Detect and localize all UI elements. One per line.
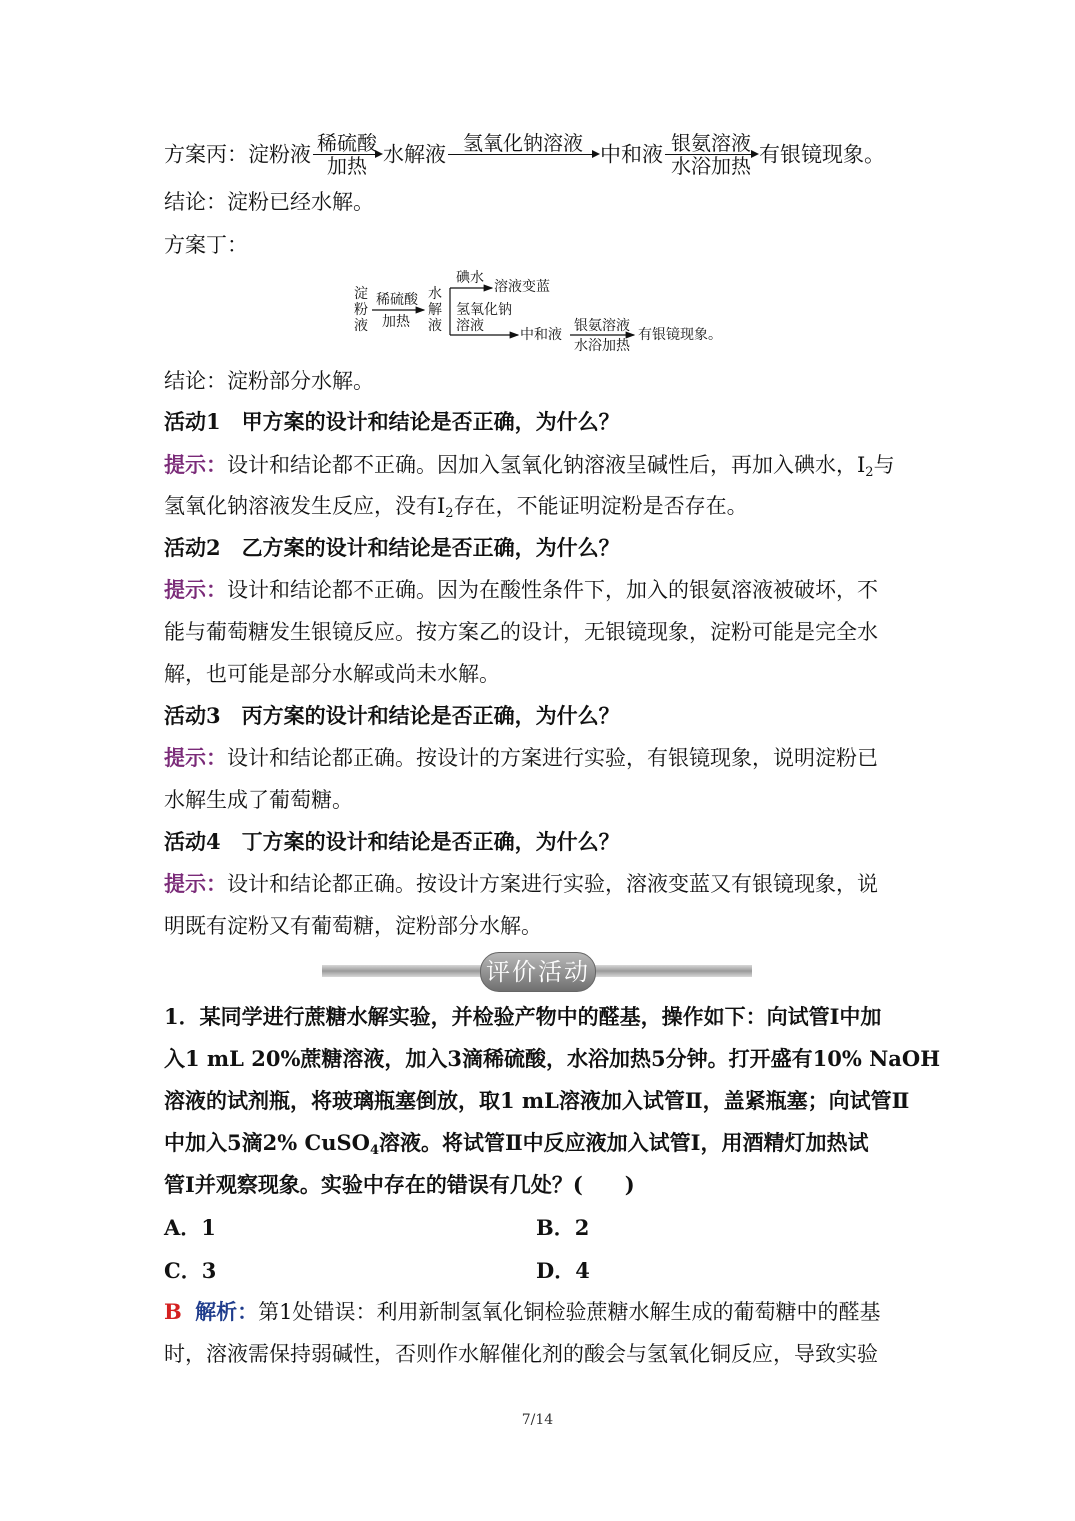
question-line-2: 入1 mL 20%蔗糖溶液，加入3滴稀硫酸，水浴加热5分钟。打开盛有10% NaOH [164, 1046, 941, 1071]
diagram-a1-top: 稀硫酸 [376, 292, 418, 308]
diagram-branch2-label2: 溶液 [456, 318, 484, 334]
conclusion-d: 结论：淀粉部分水解。 [164, 369, 374, 393]
activity-1-hint-line-2: 氢氧化钠溶液发生反应，没有$I_2$存在，不能证明淀粉是否存在。 [164, 494, 748, 521]
diagram-branch2-mid: 中和液 [520, 327, 562, 343]
option-a: A．1 [164, 1215, 216, 1240]
answer-line-2: 时，溶液需保持弱碱性，否则作水解催化剂的酸会与氢氧化铜反应，导致实验 [164, 1342, 878, 1366]
diagram-a1-bot: 加热 [382, 314, 410, 330]
scheme-c-arrow-2: 氢氧化钠溶液 [448, 132, 598, 177]
option-b: B．2 [536, 1215, 590, 1240]
question-line-4: 中加入5滴2% CuSO$_4$溶液。将试管Ⅱ中反应液加入试管Ⅰ，用酒精灯加热试 [164, 1130, 869, 1158]
scheme-c-mid2: 中和液 [600, 142, 663, 167]
scheme-d-diagram [350, 268, 730, 358]
diagram-start-2: 粉 [354, 302, 368, 318]
activity-1-question: 活动1 甲方案的设计和结论是否正确，为什么？ [164, 409, 620, 434]
activity-4-hint-line-2: 明既有淀粉又有葡萄糖，淀粉部分水解。 [164, 914, 542, 938]
question-line-3: 溶液的试剂瓶，将玻璃瓶塞倒放，取1 mL溶液加入试管Ⅱ，盖紧瓶塞；向试管Ⅱ [164, 1088, 910, 1113]
diagram-branch2-label1: 氢氧化钠 [456, 302, 512, 318]
diagram-a3-top: 银氨溶液 [574, 318, 630, 334]
option-c: C．3 [164, 1258, 217, 1283]
diagram-start-3: 液 [354, 318, 368, 334]
activity-3-hint-line-1: 提示：设计和结论都正确。按设计的方案进行实验，有银镜现象，说明淀粉已 [164, 745, 878, 770]
scheme-c-label: 方案丙： [164, 142, 248, 167]
answer-line-1: B 解析：第1处错误：利用新制氢氧化铜检验蔗糖水解生成的葡萄糖中的醛基 [164, 1299, 881, 1324]
scheme-c-arrow-3: 银氨溶液 水浴加热 [665, 132, 757, 177]
question-line-5: 管Ⅰ并观察现象。实验中存在的错误有几处？( ) [164, 1172, 635, 1197]
diagram-start-1: 淀 [354, 286, 368, 302]
answer-letter: B [164, 1299, 182, 1324]
scheme-d-label: 方案丁： [164, 233, 248, 257]
activity-2-question: 活动2 乙方案的设计和结论是否正确，为什么？ [164, 535, 620, 560]
hint-label: 提示： [164, 577, 227, 602]
page-number: 7/14 [521, 1412, 554, 1428]
activity-3-question: 活动3 丙方案的设计和结论是否正确，为什么？ [164, 703, 620, 728]
activity-2-hint-line-2: 能与葡萄糖发生银镜反应。按方案乙的设计，无银镜现象，淀粉可能是完全水 [164, 620, 878, 644]
diagram-branch1-end: 溶液变蓝 [494, 279, 550, 295]
scheme-c-arrow-1: 稀硫酸 加热 [313, 132, 381, 177]
diagram-a3-bot: 水浴加热 [574, 338, 630, 354]
activity-4-hint-line-1: 提示：设计和结论都正确。按设计方案进行实验，溶液变蓝又有银镜现象，说 [164, 871, 878, 896]
activity-1-hint-line-1: 提示：设计和结论都不正确。因加入氢氧化钠溶液呈碱性后，再加入碘水，$I_2$与 [164, 452, 895, 480]
diagram-mid-1: 水 [428, 286, 442, 302]
scheme-c-mid1: 水解液 [383, 142, 446, 167]
hint-label: 提示： [164, 871, 227, 896]
hint-label: 提示： [164, 452, 227, 477]
diagram-mid-2: 解 [428, 302, 442, 318]
option-d: D．4 [536, 1258, 590, 1283]
answer-label: 解析： [195, 1299, 259, 1324]
diagram-branch1-top: 碘水 [456, 270, 484, 286]
hint-label: 提示： [164, 745, 227, 770]
activity-2-hint-line-3: 解，也可能是部分水解或尚未水解。 [164, 662, 500, 686]
activity-2-hint-line-1: 提示：设计和结论都不正确。因为在酸性条件下，加入的银氨溶液被破坏，不 [164, 577, 878, 602]
diagram-arrows [350, 268, 730, 358]
activity-3-hint-line-2: 水解生成了葡萄糖。 [164, 788, 353, 812]
section-banner-title: 评价活动 [480, 952, 596, 992]
diagram-end: 有银镜现象。 [638, 327, 722, 343]
section-banner [322, 952, 752, 992]
scheme-c-start: 淀粉液 [248, 142, 311, 167]
scheme-c-end: 有银镜现象。 [759, 142, 885, 167]
activity-4-question: 活动4 丁方案的设计和结论是否正确，为什么？ [164, 829, 620, 854]
question-line-1: 1．某同学进行蔗糖水解实验，并检验产物中的醛基，操作如下：向试管Ⅰ中加 [164, 1004, 882, 1029]
diagram-mid-3: 液 [428, 318, 442, 334]
scheme-c [164, 132, 885, 178]
conclusion-c: 结论：淀粉已经水解。 [164, 190, 374, 214]
